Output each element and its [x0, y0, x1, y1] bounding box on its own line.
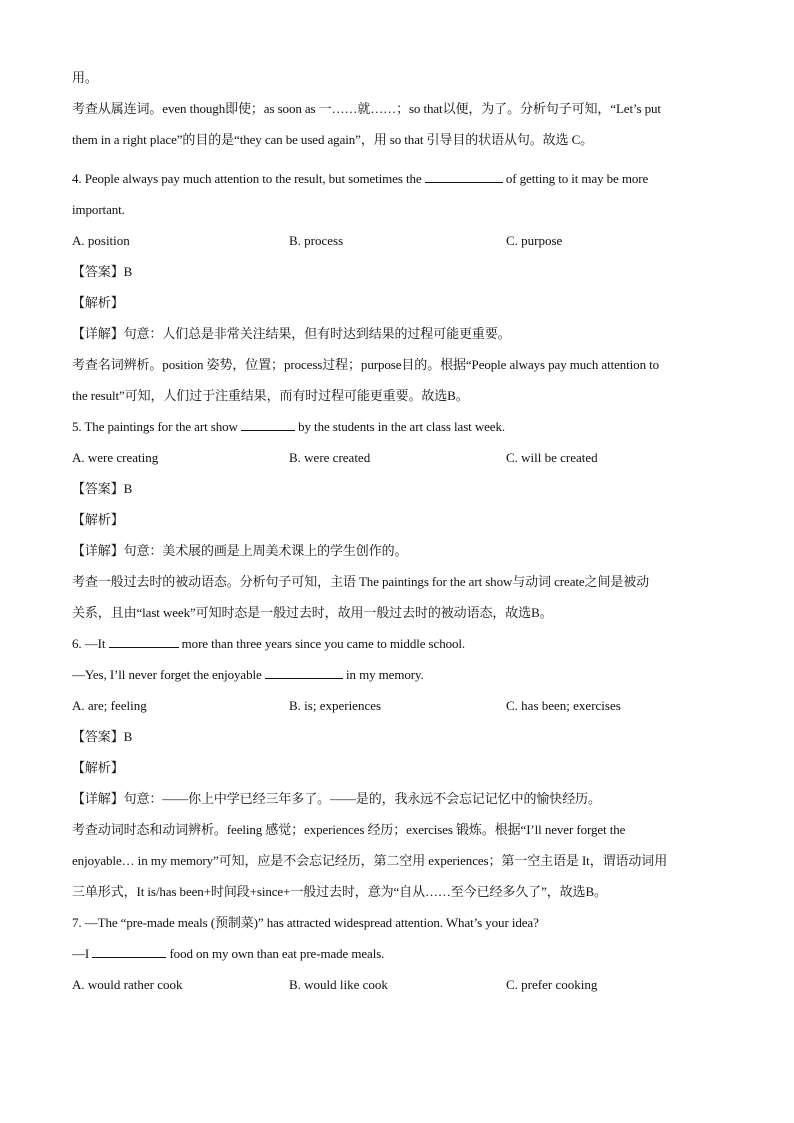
- option-a: A. were creating: [72, 450, 159, 465]
- text-line: 用。: [72, 70, 98, 85]
- detail-text: 句意：——你上中学已经三年多了。——是的，我永远不会忘记记忆中的愉快经历。: [123, 791, 601, 806]
- text-line: 考查从属连词。even though即使；as soon as 一……就……；so that以便，为了。分析句子可知，“Let’s put: [72, 101, 661, 116]
- answer-value: B: [123, 264, 133, 279]
- question-7-stem-2: [72, 938, 724, 969]
- answer-line: [72, 256, 724, 287]
- document-page: [72, 62, 724, 1000]
- question-4-stem: [72, 163, 724, 194]
- explanation-line: 考查一般过去时的被动语态。分析句子可知，主语 The paintings for the art show与动词 create之间是被动: [72, 574, 650, 589]
- question-7-stem-part: —I: [72, 946, 90, 961]
- answer-line: [72, 473, 724, 504]
- detail-line: [72, 783, 724, 814]
- explanation-line: 考查名词辨析。position 姿势，位置；process过程；purpose目的。根据“People always pay much attention to: [72, 357, 660, 372]
- answer-tag: 【答案】: [72, 264, 124, 279]
- answer-blank: [425, 170, 503, 183]
- explanation-line: 考查动词时态和动词辨析。feeling 感觉；experiences 经历；exercises 锻炼。根据“I’ll never forget the: [72, 822, 626, 837]
- option-c: C. will be created: [506, 450, 598, 465]
- detail-line: [72, 318, 724, 349]
- option-a: A. would rather cook: [72, 977, 183, 992]
- detail-tag: 【详解】: [72, 791, 124, 806]
- answer-blank: [265, 666, 343, 679]
- answer-value: B: [123, 481, 133, 496]
- question-6-stem-part: in my memory.: [346, 667, 424, 682]
- option-c: C. prefer cooking: [506, 977, 598, 992]
- analysis-tag: 【解析】: [72, 295, 124, 310]
- option-b: B. were created: [289, 450, 371, 465]
- explanation-line: enjoyable… in my memory”可知，应是不会忘记经历，第二空用 experiences；第一空主语是 It，谓语动词用: [72, 853, 668, 868]
- answer-value: B: [123, 729, 133, 744]
- option-c: C. purpose: [506, 233, 563, 248]
- question-5-stem: [72, 411, 724, 442]
- answer-tag: 【答案】: [72, 481, 124, 496]
- option-a: A. position: [72, 233, 130, 248]
- option-b: B. is; experiences: [289, 698, 382, 713]
- text-line: them in a right place”的目的是“they can be used again”，用 so that 引导目的状语从句。故选 C。: [72, 132, 594, 147]
- explanation-line: 关系，且由“last week”可知时态是一般过去时，故用一般过去时的被动语态，故选B。: [72, 605, 553, 620]
- question-5-stem-part: by the students in the art class last week.: [298, 419, 506, 434]
- question-4-stem-part: of getting to it may be more: [505, 171, 649, 186]
- option-a: A. are; feeling: [72, 698, 147, 713]
- question-6-stem-part: more than three years since you came to middle school.: [181, 636, 466, 651]
- option-b: B. would like cook: [289, 977, 388, 992]
- analysis-tag: 【解析】: [72, 512, 124, 527]
- answer-blank: [92, 945, 166, 958]
- option-c: C. has been; exercises: [506, 698, 621, 713]
- analysis-tag: 【解析】: [72, 760, 124, 775]
- answer-tag: 【答案】: [72, 729, 124, 744]
- question-5-options: [72, 442, 724, 473]
- explanation-line: the result”可知，人们过于注重结果，而有时过程可能更重要。故选B。: [72, 388, 469, 403]
- question-4-options: [72, 225, 724, 256]
- question-7-options: [72, 969, 724, 1000]
- detail-line: [72, 535, 724, 566]
- answer-blank: [241, 418, 295, 431]
- detail-text: 句意：人们总是非常关注结果，但有时达到结果的过程可能更重要。: [123, 326, 511, 341]
- question-6-stem-part: 6. —It: [72, 636, 106, 651]
- question-7-stem-part: food on my own than eat pre-made meals.: [169, 946, 385, 961]
- answer-blank: [109, 635, 179, 648]
- question-6-stem-2: [72, 659, 724, 690]
- question-6-stem-part: —Yes, I’ll never forget the enjoyable: [72, 667, 262, 682]
- question-6-options: [72, 690, 724, 721]
- detail-tag: 【详解】: [72, 326, 124, 341]
- question-6-stem: [72, 628, 724, 659]
- answer-line: [72, 721, 724, 752]
- detail-text: 句意：美术展的画是上周美术课上的学生创作的。: [123, 543, 408, 558]
- detail-tag: 【详解】: [72, 543, 124, 558]
- question-4-stem-part: 4. People always pay much attention to the result, but sometimes the: [72, 171, 422, 186]
- question-5-stem-part: 5. The paintings for the art show: [72, 419, 238, 434]
- explanation-line: 三单形式，It is/has been+时间段+since+一般过去时，意为“自从……至今已经多久了”，故选B。: [72, 884, 607, 899]
- question-7-stem: 7. —The “pre-made meals (预制菜)” has attracted widespread attention. What’s your idea?: [72, 915, 539, 930]
- option-b: B. process: [289, 233, 344, 248]
- question-4-stem-cont: important.: [72, 202, 125, 217]
